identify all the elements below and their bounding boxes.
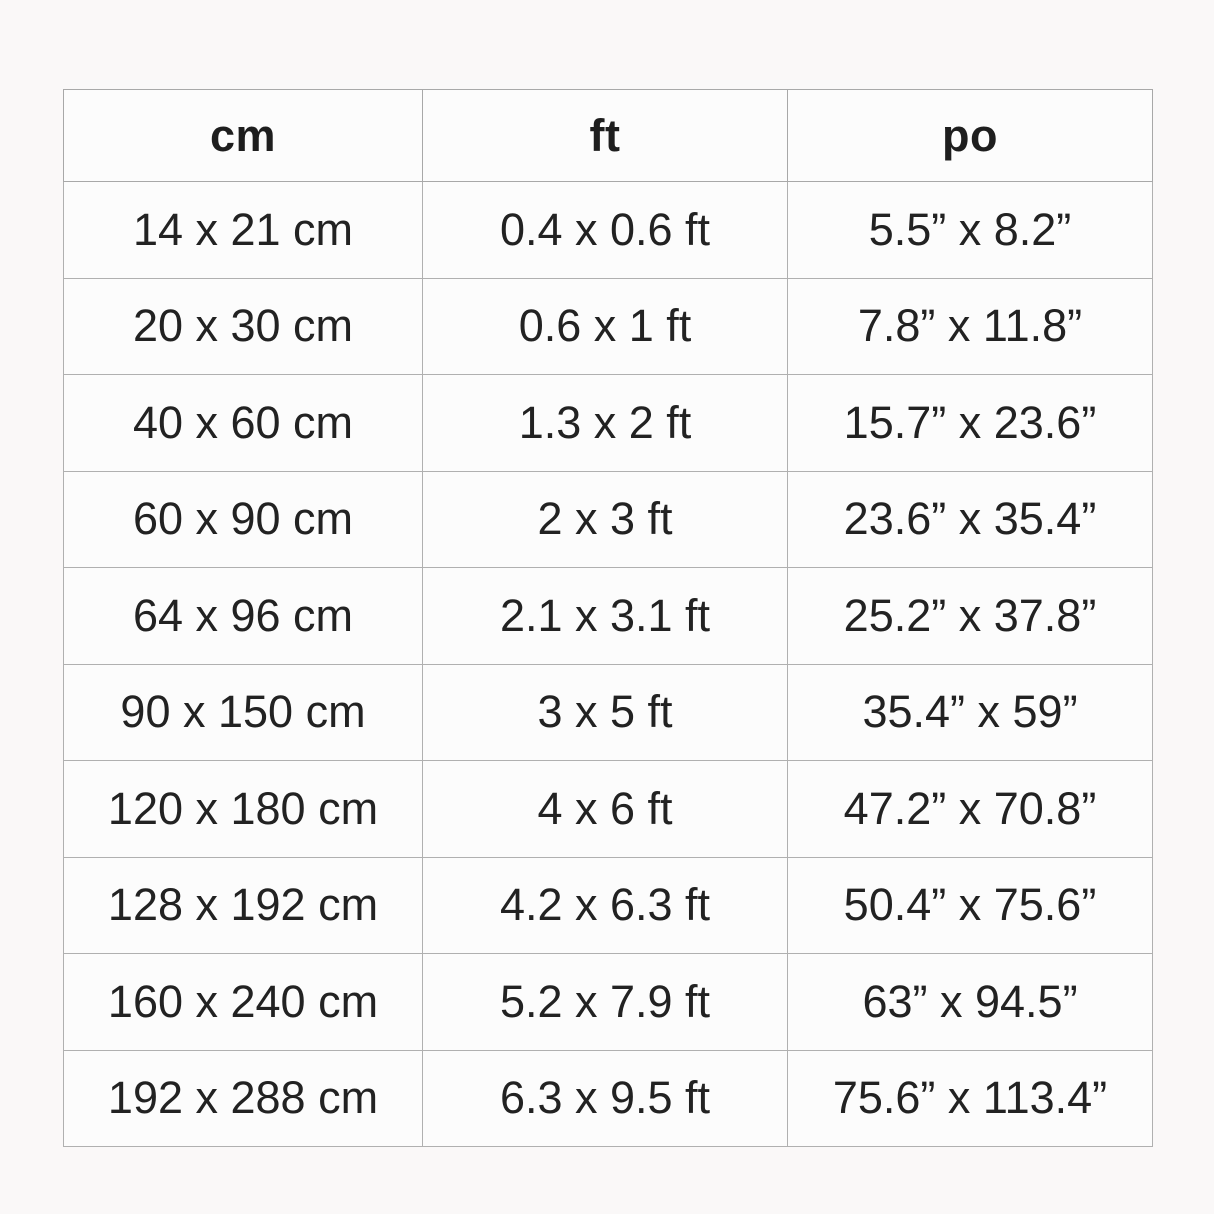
cell-cm: 192 x 288 cm	[64, 1050, 423, 1147]
cell-cm: 120 x 180 cm	[64, 761, 423, 858]
cell-ft: 2.1 x 3.1 ft	[423, 568, 788, 665]
column-header-po: po	[788, 90, 1153, 182]
table-row	[64, 182, 1153, 279]
cell-cm: 90 x 150 cm	[64, 664, 423, 761]
cell-po: 47.2” x 70.8”	[788, 761, 1153, 858]
table-row	[64, 375, 1153, 472]
cell-po: 63” x 94.5”	[788, 954, 1153, 1051]
cell-ft: 1.3 x 2 ft	[423, 375, 788, 472]
cell-po: 50.4” x 75.6”	[788, 857, 1153, 954]
cell-cm: 40 x 60 cm	[64, 375, 423, 472]
cell-po: 23.6” x 35.4”	[788, 471, 1153, 568]
cell-cm: 128 x 192 cm	[64, 857, 423, 954]
cell-ft: 4.2 x 6.3 ft	[423, 857, 788, 954]
table-row	[64, 954, 1153, 1051]
cell-cm: 64 x 96 cm	[64, 568, 423, 665]
table-row	[64, 568, 1153, 665]
header-row	[64, 90, 1153, 182]
conversion-table	[63, 89, 1153, 1147]
cell-po: 35.4” x 59”	[788, 664, 1153, 761]
table-row	[64, 1050, 1153, 1147]
table-row	[64, 761, 1153, 858]
cell-po: 75.6” x 113.4”	[788, 1050, 1153, 1147]
cell-ft: 2 x 3 ft	[423, 471, 788, 568]
cell-cm: 20 x 30 cm	[64, 278, 423, 375]
cell-ft: 0.6 x 1 ft	[423, 278, 788, 375]
table-row	[64, 278, 1153, 375]
column-header-cm: cm	[64, 90, 423, 182]
table-row	[64, 857, 1153, 954]
cell-cm: 60 x 90 cm	[64, 471, 423, 568]
cell-po: 15.7” x 23.6”	[788, 375, 1153, 472]
cell-po: 5.5” x 8.2”	[788, 182, 1153, 279]
cell-ft: 6.3 x 9.5 ft	[423, 1050, 788, 1147]
table-row	[64, 664, 1153, 761]
cell-ft: 4 x 6 ft	[423, 761, 788, 858]
cell-ft: 3 x 5 ft	[423, 664, 788, 761]
cell-cm: 14 x 21 cm	[64, 182, 423, 279]
cell-ft: 5.2 x 7.9 ft	[423, 954, 788, 1051]
cell-po: 25.2” x 37.8”	[788, 568, 1153, 665]
column-header-ft: ft	[423, 90, 788, 182]
cell-po: 7.8” x 11.8”	[788, 278, 1153, 375]
cell-ft: 0.4 x 0.6 ft	[423, 182, 788, 279]
cell-cm: 160 x 240 cm	[64, 954, 423, 1051]
table-row	[64, 471, 1153, 568]
